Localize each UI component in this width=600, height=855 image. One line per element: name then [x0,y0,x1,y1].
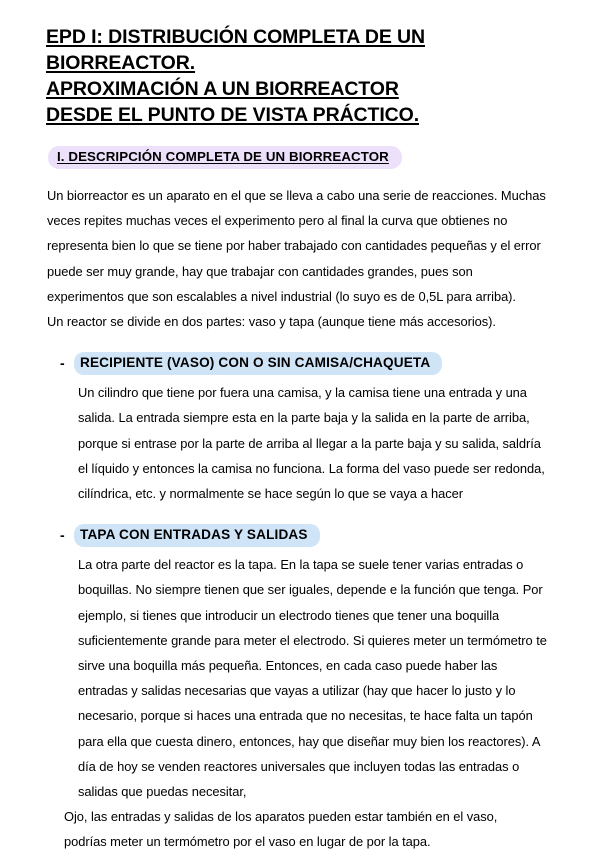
bullet-dash-marker: - [60,355,65,372]
bullet-section-tapa [46,524,560,854]
bullet-body-tapa: La otra parte del reactor es la tapa. En la tapa se suele tener varias entradas o boquillas. No siempre tienen que ser iguales, depende e la función que tenga. Por ejemplo, si tienes que introducir un electrodo tienes que tener una boquilla suficientemente grande para meter el electrodo. Si quieres meter un termómetro te sirve una boquilla más pequeña. Entonces, en cada caso puede haber las entradas y salidas necesarias que vayas a utilizar (hay que hacer lo justo y lo necesario, porque si haces una entrada que no necesitas, te hace falta un tapón para ella que cuesta dinero, entonces, hay que diseñar muy bien los reactores). A día de hoy se venden reactores universales que incluyen todas las entradas o salidas que puedas necesitar, [78,557,547,800]
bullet-heading-tapa: TAPA CON ENTRADAS Y SALIDAS [74,524,320,547]
title-line-3: APROXIMACIÓN A UN BIORREACTOR [46,78,399,100]
bullet-heading-row [60,524,560,547]
intro-paragraph-2: Un reactor se divide en dos partes: vaso y tapa (aunque tiene más accesorios). [47,314,496,330]
bullet-section-recipiente [46,352,560,506]
bullet-dash-marker: - [60,527,65,544]
intro-paragraph: Un biorreactor es un aparato en el que se lleva a cabo una serie de reacciones. Muchas veces repites muchas veces el experimento pero al final la curva que obtienes no representa bien lo que se tiene por haber trabajado con cantidades pequeñas y el error puede ser muy grande, hay que trabajar con cantidades grandes, pues son experimentos que son escalables a nivel industrial (lo suyo es de 0,5L para arriba). [47,188,546,304]
bullet-body-recipiente: Un cilindro que tiene por fuera una camisa, y la camisa tiene una entrada y una salida. La entrada siempre esta en la parte baja y la salida en la parte de arriba, porque si entrase por la parte de arriba al llegar a la parte baja y su salida, saldría el líquido y entonces la camisa no funciona. La forma del vaso puede ser redonda, cilíndrica, etc. y normalmente se hace según lo que se vaya a hacer [78,385,545,502]
title-line-4: DESDE EL PUNTO DE VISTA PRÁCTICO. [46,104,420,126]
section-heading-container [48,146,560,169]
page-title [46,24,560,128]
bullet-note-tapa: Ojo, las entradas y salidas de los aparatos pueden estar también en el vaso, podrías meter un termómetro por el vaso en lugar de por la tapa. [64,809,498,850]
title-line-2: BIORREACTOR. [46,52,196,74]
title-line-1: EPD I: DISTRIBUCIÓN COMPLETA DE UN [46,26,426,48]
bullet-heading-row [60,352,560,375]
section-heading: I. DESCRIPCIÓN COMPLETA DE UN BIORREACTOR [48,146,402,169]
bullet-heading-recipiente: RECIPIENTE (VASO) CON O SIN CAMISA/CHAQUETA [74,352,442,375]
